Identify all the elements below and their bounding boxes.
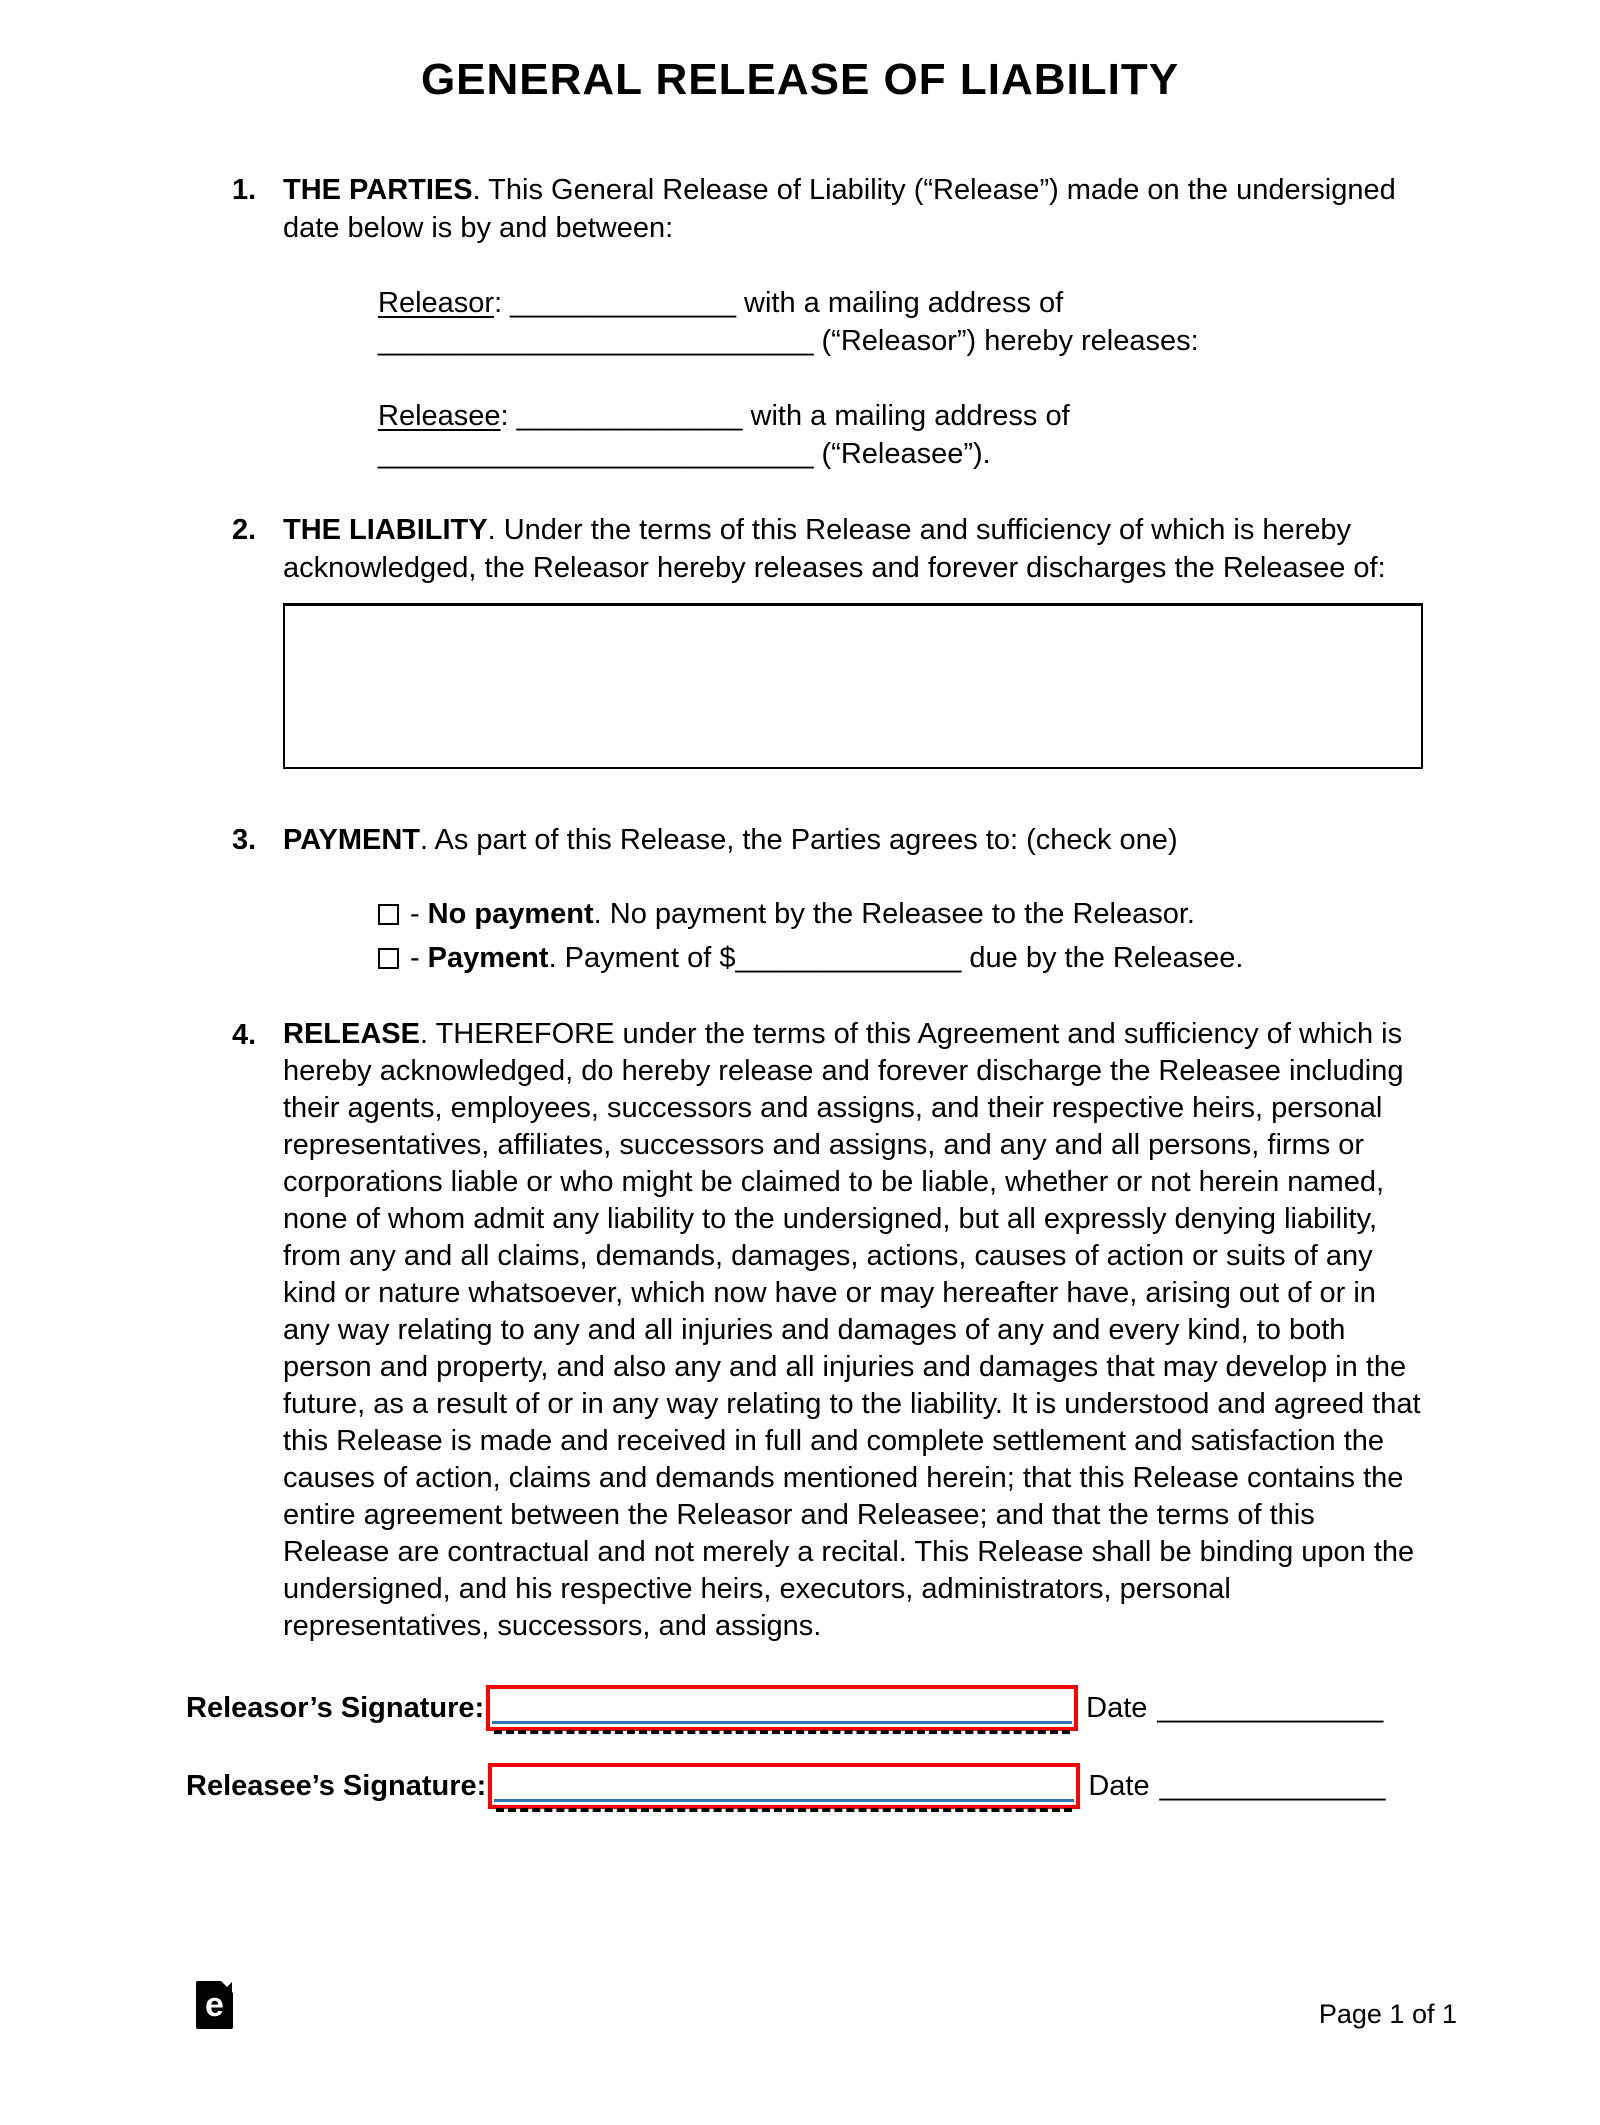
section-payment <box>232 821 1424 859</box>
releasee-date-label: Date <box>1088 1770 1150 1802</box>
releasee-text: : ______________ with a mailing address of ___________________________ (“Releasee”). <box>378 400 1070 470</box>
section-parties-number: 1. <box>232 174 257 206</box>
document-body <box>232 171 1424 1645</box>
section-release-paragraph <box>283 1016 1424 1645</box>
section-parties <box>232 171 1424 247</box>
releasee-date <box>1088 1767 1385 1805</box>
payment-options <box>378 892 1424 980</box>
document-title: GENERAL RELEASE OF LIABILITY <box>420 55 1180 104</box>
section-liability-heading: THE LIABILITY <box>283 514 488 546</box>
releasor-signature-label: Releasor’s Signature: <box>186 1692 485 1724</box>
option-payment-label: Payment <box>427 942 549 974</box>
section-payment-paragraph <box>283 821 1424 859</box>
section-payment-number: 3. <box>232 824 257 856</box>
payment-checkbox-icon[interactable] <box>378 948 399 969</box>
releasor-date <box>1086 1689 1383 1727</box>
releasee-signature-label: Releasee’s Signature: <box>186 1770 487 1802</box>
option-payment-text: . Payment of $______________ due by the Releasee. <box>548 942 1244 974</box>
releasor-signature-field[interactable] <box>486 1685 1078 1731</box>
option-separator: - <box>410 942 420 974</box>
releasee-label: Releasee <box>378 400 501 432</box>
page-number: Page 1 of 1 <box>1318 1999 1457 2029</box>
releasee-date-blank: ______________ <box>1159 1770 1386 1802</box>
section-release-text: . THEREFORE under the terms of this Agreement and sufficiency of which is hereby acknowledged, do hereby release and forever discharge the Releasee including their agents, employees, successors and assigns, and their respective heirs, personal representatives, affiliates, successors and assigns, and any and all persons, firms or corporations liable or who might be claimed to be liable, whether or not herein named, none of whom admit any liability to the undersigned, but all expressly denying liability, from any and all claims, demands, damages, actions, causes of action or suits of any kind or nature whatsoever, which now have or may hereafter have, arising out of or in any way relating to any and all injuries and damages of any and every kind, to both person and property, and also any and all injuries and damages that may develop in the future, as a result of or in any way relating to the liability. It is understood and agreed that this Release is made and received in full and complete settlement and satisfaction the causes of action, claims and demands mentioned herein; that this Release contains the entire agreement between the Releasor and Releasee; and that the terms of this Release are contractual and not merely a recital. This Release shall be binding upon the undersigned, and his respective heirs, executors, administrators, personal representatives, successors, and assigns. <box>283 1018 1421 1642</box>
section-liability-text: . Under the terms of this Release and sufficiency of which is hereby acknowledged, the Releasor hereby releases and forever discharges the Releasee of: <box>283 514 1386 584</box>
section-release-heading: RELEASE <box>283 1018 420 1050</box>
section-payment-text: . As part of this Release, the Parties agrees to: (check one) <box>419 824 1178 856</box>
section-liability <box>232 511 1424 587</box>
option-no-payment-text: . No payment by the Releasee to the Releasor. <box>593 898 1195 930</box>
document-page <box>0 55 1600 2029</box>
section-release <box>232 1016 1424 1645</box>
section-parties-paragraph <box>283 171 1424 247</box>
releasor-date-blank: ______________ <box>1157 1692 1384 1724</box>
logo-letter: e <box>205 1986 224 2024</box>
releasor-text: : ______________ with a mailing address of ___________________________ (“Releasor”) hereby releases: <box>378 287 1199 357</box>
releasee-signature-row <box>186 1761 1600 1811</box>
section-payment-heading: PAYMENT <box>283 824 420 856</box>
releasor-label: Releasor <box>378 287 495 319</box>
releasor-signature-row <box>186 1683 1600 1733</box>
option-no-payment-label: No payment <box>427 898 594 930</box>
releasor-date-label: Date <box>1086 1692 1148 1724</box>
liability-description-field[interactable] <box>283 603 1423 769</box>
no-payment-checkbox-icon[interactable] <box>378 904 399 925</box>
releasee-signature-field[interactable] <box>488 1763 1080 1809</box>
section-parties-text: . This General Release of Liability (“Release”) made on the undersigned date below is by and between: <box>283 174 1396 244</box>
section-liability-paragraph <box>283 511 1424 587</box>
releasee-clause <box>378 397 1423 473</box>
section-liability-number: 2. <box>232 514 257 546</box>
releasor-clause <box>378 284 1423 360</box>
section-release-number: 4. <box>232 1019 257 1051</box>
section-parties-heading: THE PARTIES <box>283 174 473 206</box>
option-separator: - <box>410 898 420 930</box>
option-no-payment <box>378 892 1424 936</box>
eforms-logo-icon <box>196 1981 233 2029</box>
option-payment <box>378 936 1424 980</box>
